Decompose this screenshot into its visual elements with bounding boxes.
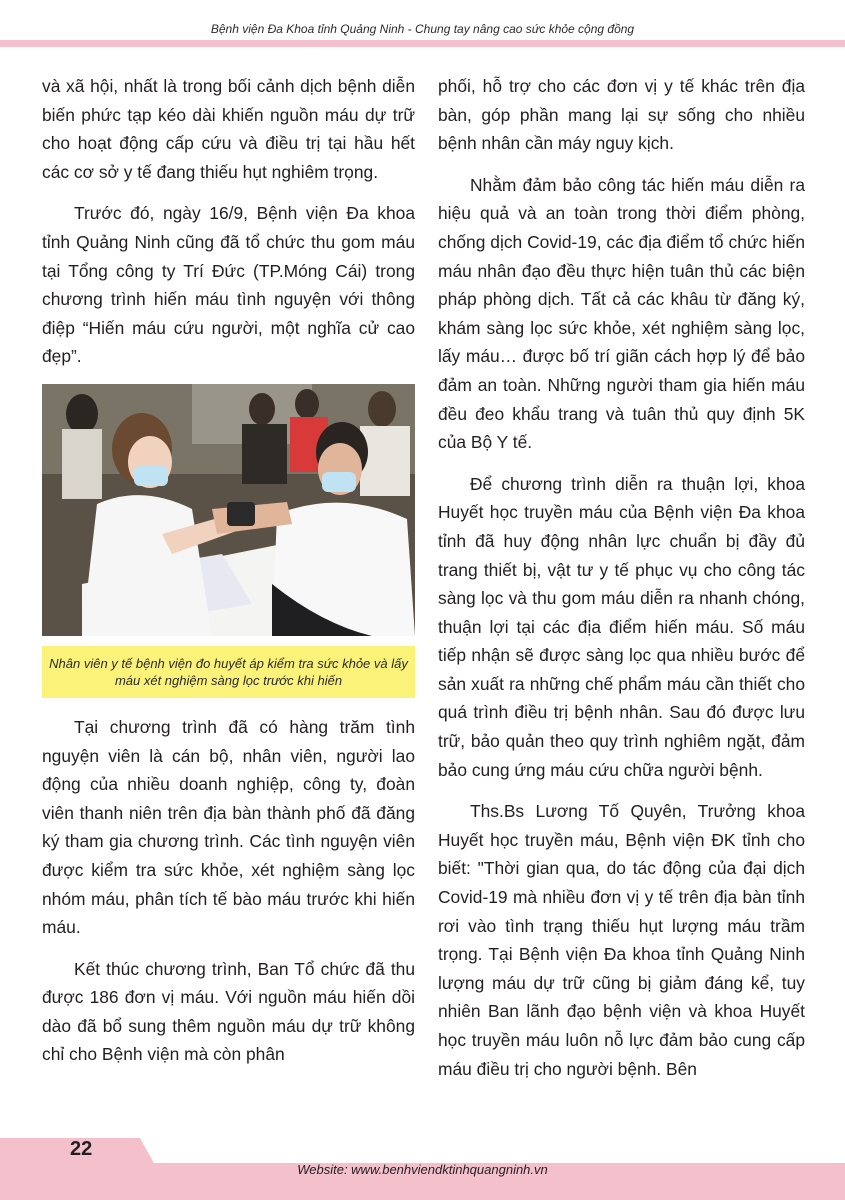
paragraph: Ths.Bs Lương Tố Quyên, Trưởng khoa Huyết học truyền máu, Bệnh viện ĐK tỉnh cho biết: "Thời gian qua, do tác động của đại dịch Covid-19 mà nhiều đơn vị y tế trên địa bàn tỉnh rơi vào tình trạng thiếu hụt lượng máu trầm trọng. Tại Bệnh viện Đa khoa tỉnh Quảng Ninh lượng máu dự trữ cũng bị giảm đáng kể, tuy nhiên Ban lãnh đạo bệnh viện và khoa Huyết học truyền máu luôn nỗ lực đảm bảo cung cấp máu điều trị cho người bệnh. Bên <box>438 801 805 1079</box>
right-column <box>438 72 805 1096</box>
photo-caption: Nhân viên y tế bệnh viện đo huyết áp kiểm tra sức khỏe và lấy máu xét nghiệm sàng lọc trước khi hiến <box>42 646 415 698</box>
website-link[interactable]: Website: www.benhviendktinhquangninh.vn <box>297 1162 548 1177</box>
paragraph: Kết thúc chương trình, Ban Tổ chức đã thu được 186 đơn vị máu. Với nguồn máu hiến dồi dào đã bổ sung thêm nguồn máu dự trữ không chỉ cho Bệnh viện mà còn phân <box>42 958 415 1065</box>
paragraph: Trước đó, ngày 16/9, Bệnh viện Đa khoa tỉnh Quảng Ninh cũng đã tổ chức thu gom máu tại Tổng công ty Trí Đức (TP.Móng Cái) trong chương trình hiến máu tình nguyện với thông điệp “Hiến máu cứu người, một nghĩa cử cao đẹp”. <box>42 203 415 367</box>
article-photo <box>42 384 415 636</box>
paragraph: Tại chương trình đã có hàng trăm tình nguyện viên là cán bộ, nhân viên, người lao động của nhiều doanh nghiệp, công ty, đoàn viên thanh niên trên địa bàn thành phố đã đăng ký tham gia chương trình. Các tình nguyện viên được kiểm tra sức khỏe, xét nghiệm sàng lọc nhóm máu, phân tích tế bào máu trước khi hiến máu. <box>42 716 415 938</box>
paragraph: Để chương trình diễn ra thuận lợi, khoa Huyết học truyền máu của Bệnh viện Đa khoa tỉnh đã huy động nhân lực chuẩn bị đầy đủ trang thiết bị, vật tư y tế phục vụ cho công tác sàng lọc và thu gom máu diễn ra nhanh chóng, thuận lợi tại các địa điểm hiến máu. Số máu tiếp nhận sẽ được sàng lọc qua nhiều bước để sản xuất ra những chế phẩm máu cần thiết cho quá trình điều trị bệnh nhân. Sau đó được lưu trữ, bảo quản theo quy trình nghiêm ngặt, đảm bảo cung ứng máu cứu chữa người bệnh. <box>438 473 805 780</box>
left-column <box>42 72 415 1082</box>
header-bar <box>0 40 845 47</box>
paragraph: và xã hội, nhất là trong bối cảnh dịch bệnh diễn biến phức tạp kéo dài khiến nguồn máu dự trữ cho hoạt động cấp cứu và điều trị tại hầu hết các cơ sở y tế đang thiếu hụt nghiêm trọng. <box>42 76 415 182</box>
page-number: 22 <box>70 1138 93 1160</box>
running-header: Bệnh viện Đa Khoa tỉnh Quảng Ninh - Chung tay nâng cao sức khỏe cộng đồng <box>210 22 635 36</box>
paragraph: phối, hỗ trợ cho các đơn vị y tế khác trên địa bàn, góp phần mang lại sự sống cho nhiều bệnh nhân cần máy nguy kịch. <box>438 76 805 154</box>
paragraph: Nhằm đảm bảo công tác hiến máu diễn ra hiệu quả và an toàn trong thời điểm phòng, chống dịch Covid-19, các địa điểm tổ chức hiến máu nhân đạo đều thực hiện tuân thủ các biện pháp phòng dịch. Tất cả các khâu từ đăng ký, khám sàng lọc sức khỏe, xét nghiệm sàng lọc, lấy máu… được bố trí giãn cách hợp lý để bảo đảm an toàn. Những người tham gia hiến máu đều đeo khẩu trang và tuân thủ quy định 5K của Bộ Y tế. <box>438 174 805 453</box>
